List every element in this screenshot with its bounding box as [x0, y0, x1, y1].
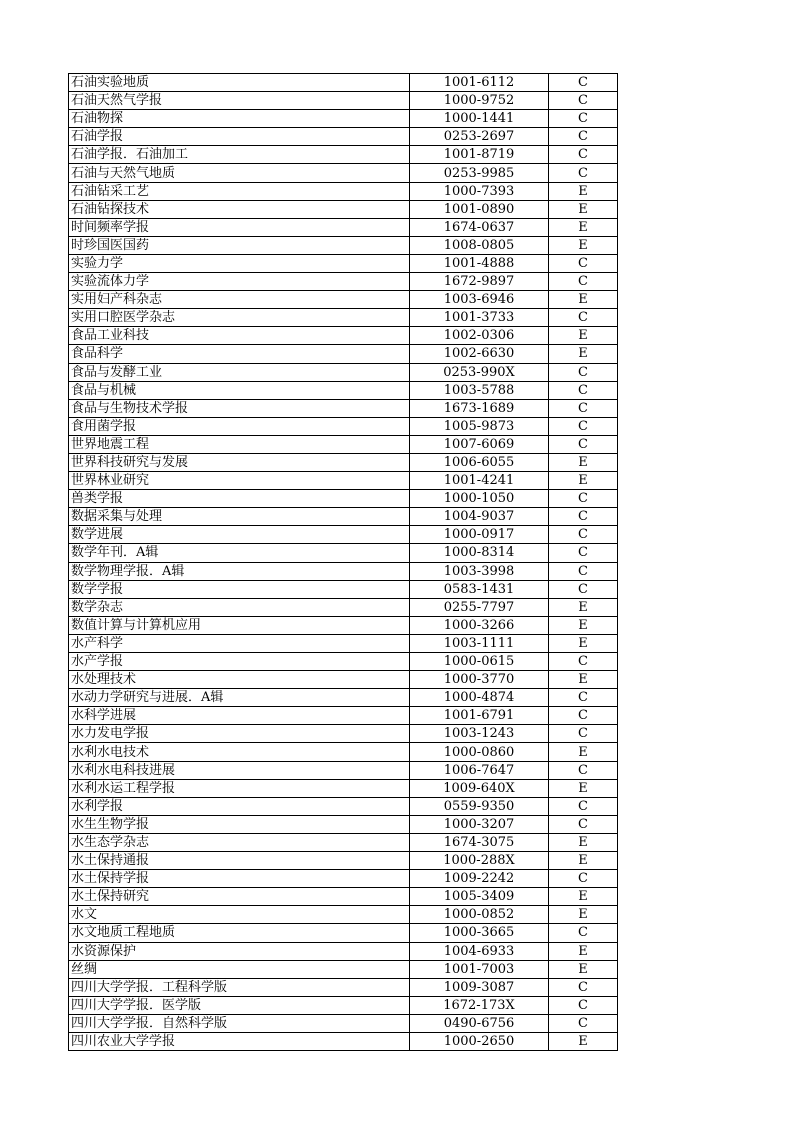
table-row: [69, 92, 618, 110]
issn-cell: 1000-2650: [410, 1032, 549, 1050]
issn-cell: 1001-8719: [410, 146, 549, 164]
journal-title-cell: 水土保持通报: [69, 852, 410, 870]
grade-cell: E: [549, 960, 618, 978]
journal-title-cell: 水产学报: [69, 653, 410, 671]
issn-cell: 1001-4888: [410, 254, 549, 272]
journal-title-cell: 水生生物学报: [69, 815, 410, 833]
journal-title-cell: 数学学报: [69, 580, 410, 598]
table-row: [69, 707, 618, 725]
journal-table-body: [69, 74, 618, 1051]
journal-title-cell: 数学物理学报．A辑: [69, 562, 410, 580]
grade-cell: E: [549, 888, 618, 906]
table-row: [69, 74, 618, 92]
table-row: [69, 924, 618, 942]
table-row: [69, 472, 618, 490]
table-row: [69, 671, 618, 689]
grade-cell: E: [549, 671, 618, 689]
grade-cell: C: [549, 815, 618, 833]
issn-cell: 1004-6933: [410, 942, 549, 960]
issn-cell: 1000-4874: [410, 689, 549, 707]
journal-title-cell: 石油学报: [69, 128, 410, 146]
issn-cell: 1001-7003: [410, 960, 549, 978]
issn-cell: 1001-0890: [410, 200, 549, 218]
journal-title-cell: 水动力学研究与进展．A辑: [69, 689, 410, 707]
journal-title-cell: 数学进展: [69, 526, 410, 544]
issn-cell: 0490-6756: [410, 1014, 549, 1032]
grade-cell: C: [549, 562, 618, 580]
grade-cell: E: [549, 833, 618, 851]
journal-title-cell: 水利水电技术: [69, 743, 410, 761]
table-row: [69, 906, 618, 924]
issn-cell: 1000-0615: [410, 653, 549, 671]
issn-cell: 1000-3207: [410, 815, 549, 833]
table-row: [69, 1014, 618, 1032]
table-row: [69, 942, 618, 960]
journal-title-cell: 兽类学报: [69, 490, 410, 508]
grade-cell: C: [549, 653, 618, 671]
grade-cell: E: [549, 779, 618, 797]
grade-cell: C: [549, 490, 618, 508]
table-row: [69, 598, 618, 616]
grade-cell: C: [549, 435, 618, 453]
grade-cell: C: [549, 381, 618, 399]
journal-title-cell: 食品科学: [69, 345, 410, 363]
table-row: [69, 417, 618, 435]
table-row: [69, 381, 618, 399]
issn-cell: 1672-173X: [410, 996, 549, 1014]
issn-cell: 0583-1431: [410, 580, 549, 598]
table-row: [69, 110, 618, 128]
issn-cell: 1000-1441: [410, 110, 549, 128]
journal-title-cell: 数学年刊．A辑: [69, 544, 410, 562]
grade-cell: E: [549, 743, 618, 761]
journal-title-cell: 实验流体力学: [69, 273, 410, 291]
table-row: [69, 960, 618, 978]
table-row: [69, 254, 618, 272]
table-row: [69, 689, 618, 707]
table-row: [69, 725, 618, 743]
issn-cell: 1002-0306: [410, 327, 549, 345]
issn-cell: 1006-7647: [410, 761, 549, 779]
table-row: [69, 490, 618, 508]
grade-cell: C: [549, 978, 618, 996]
table-row: [69, 309, 618, 327]
issn-cell: 1007-6069: [410, 435, 549, 453]
grade-cell: C: [549, 707, 618, 725]
journal-title-cell: 时珍国医国药: [69, 236, 410, 254]
grade-cell: C: [549, 110, 618, 128]
issn-cell: 0559-9350: [410, 797, 549, 815]
journal-table: [68, 73, 618, 1051]
table-row: [69, 164, 618, 182]
journal-title-cell: 水土保持研究: [69, 888, 410, 906]
table-row: [69, 345, 618, 363]
journal-title-cell: 水利水电科技进展: [69, 761, 410, 779]
journal-title-cell: 水力发电学报: [69, 725, 410, 743]
journal-title-cell: 石油实验地质: [69, 74, 410, 92]
issn-cell: 1001-3733: [410, 309, 549, 327]
journal-title-cell: 水资源保护: [69, 942, 410, 960]
table-row: [69, 580, 618, 598]
journal-title-cell: 水科学进展: [69, 707, 410, 725]
issn-cell: 1674-3075: [410, 833, 549, 851]
issn-cell: 1001-4241: [410, 472, 549, 490]
grade-cell: C: [549, 128, 618, 146]
grade-cell: E: [549, 453, 618, 471]
grade-cell: C: [549, 1014, 618, 1032]
journal-title-cell: 数值计算与计算机应用: [69, 616, 410, 634]
grade-cell: C: [549, 870, 618, 888]
table-row: [69, 327, 618, 345]
issn-cell: 1003-1111: [410, 634, 549, 652]
table-row: [69, 146, 618, 164]
journal-title-cell: 食品与机械: [69, 381, 410, 399]
journal-title-cell: 四川农业大学学报: [69, 1032, 410, 1050]
table-row: [69, 273, 618, 291]
grade-cell: C: [549, 996, 618, 1014]
journal-title-cell: 实用妇产科杂志: [69, 291, 410, 309]
journal-title-cell: 石油天然气学报: [69, 92, 410, 110]
issn-cell: 0253-990X: [410, 363, 549, 381]
journal-title-cell: 水土保持学报: [69, 870, 410, 888]
issn-cell: 1003-3998: [410, 562, 549, 580]
issn-cell: 1006-6055: [410, 453, 549, 471]
grade-cell: C: [549, 273, 618, 291]
journal-title-cell: 水处理技术: [69, 671, 410, 689]
journal-title-cell: 时间频率学报: [69, 218, 410, 236]
journal-title-cell: 水文地质工程地质: [69, 924, 410, 942]
journal-title-cell: 世界科技研究与发展: [69, 453, 410, 471]
table-row: [69, 435, 618, 453]
issn-cell: 1000-0852: [410, 906, 549, 924]
table-row: [69, 653, 618, 671]
issn-cell: 1000-0860: [410, 743, 549, 761]
table-row: [69, 508, 618, 526]
journal-title-cell: 四川大学学报．医学版: [69, 996, 410, 1014]
grade-cell: E: [549, 200, 618, 218]
journal-title-cell: 四川大学学报．工程科学版: [69, 978, 410, 996]
grade-cell: C: [549, 399, 618, 417]
table-row: [69, 128, 618, 146]
grade-cell: C: [549, 254, 618, 272]
table-row: [69, 544, 618, 562]
table-row: [69, 399, 618, 417]
table-row: [69, 453, 618, 471]
issn-cell: 1002-6630: [410, 345, 549, 363]
table-row: [69, 852, 618, 870]
journal-title-cell: 水利学报: [69, 797, 410, 815]
journal-title-cell: 食用菌学报: [69, 417, 410, 435]
issn-cell: 1004-9037: [410, 508, 549, 526]
grade-cell: E: [549, 598, 618, 616]
issn-cell: 1000-288X: [410, 852, 549, 870]
issn-cell: 1000-3665: [410, 924, 549, 942]
issn-cell: 0255-7797: [410, 598, 549, 616]
journal-title-cell: 丝绸: [69, 960, 410, 978]
journal-title-cell: 世界林业研究: [69, 472, 410, 490]
journal-title-cell: 实验力学: [69, 254, 410, 272]
issn-cell: 0253-9985: [410, 164, 549, 182]
table-row: [69, 182, 618, 200]
issn-cell: 1005-3409: [410, 888, 549, 906]
issn-cell: 0253-2697: [410, 128, 549, 146]
table-row: [69, 888, 618, 906]
issn-cell: 1000-3266: [410, 616, 549, 634]
grade-cell: C: [549, 309, 618, 327]
issn-cell: 1003-6946: [410, 291, 549, 309]
grade-cell: C: [549, 580, 618, 598]
table-row: [69, 761, 618, 779]
journal-title-cell: 世界地震工程: [69, 435, 410, 453]
journal-title-cell: 石油物探: [69, 110, 410, 128]
table-row: [69, 815, 618, 833]
issn-cell: 1000-7393: [410, 182, 549, 200]
table-row: [69, 562, 618, 580]
journal-title-cell: 数据采集与处理: [69, 508, 410, 526]
table-row: [69, 743, 618, 761]
grade-cell: E: [549, 345, 618, 363]
issn-cell: 1009-3087: [410, 978, 549, 996]
journal-title-cell: 食品工业科技: [69, 327, 410, 345]
issn-cell: 1000-1050: [410, 490, 549, 508]
grade-cell: C: [549, 797, 618, 815]
table-row: [69, 833, 618, 851]
grade-cell: E: [549, 1032, 618, 1050]
issn-cell: 1003-1243: [410, 725, 549, 743]
issn-cell: 1008-0805: [410, 236, 549, 254]
grade-cell: C: [549, 363, 618, 381]
grade-cell: C: [549, 526, 618, 544]
journal-title-cell: 食品与发酵工业: [69, 363, 410, 381]
issn-cell: 1000-0917: [410, 526, 549, 544]
table-row: [69, 526, 618, 544]
journal-title-cell: 食品与生物技术学报: [69, 399, 410, 417]
table-row: [69, 1032, 618, 1050]
journal-title-cell: 水产科学: [69, 634, 410, 652]
table-row: [69, 978, 618, 996]
grade-cell: C: [549, 92, 618, 110]
journal-title-cell: 水文: [69, 906, 410, 924]
grade-cell: C: [549, 725, 618, 743]
table-row: [69, 779, 618, 797]
table-row: [69, 291, 618, 309]
journal-title-cell: 四川大学学报．自然科学版: [69, 1014, 410, 1032]
issn-cell: 1009-2242: [410, 870, 549, 888]
journal-title-cell: 水生态学杂志: [69, 833, 410, 851]
journal-title-cell: 数学杂志: [69, 598, 410, 616]
grade-cell: C: [549, 761, 618, 779]
grade-cell: C: [549, 417, 618, 435]
issn-cell: 1000-9752: [410, 92, 549, 110]
issn-cell: 1009-640X: [410, 779, 549, 797]
grade-cell: C: [549, 146, 618, 164]
table-row: [69, 236, 618, 254]
table-row: [69, 996, 618, 1014]
grade-cell: C: [549, 164, 618, 182]
table-row: [69, 363, 618, 381]
issn-cell: 1673-1689: [410, 399, 549, 417]
journal-title-cell: 石油与天然气地质: [69, 164, 410, 182]
journal-title-cell: 石油钻探技术: [69, 200, 410, 218]
grade-cell: E: [549, 852, 618, 870]
table-row: [69, 218, 618, 236]
issn-cell: 1001-6112: [410, 74, 549, 92]
grade-cell: E: [549, 906, 618, 924]
grade-cell: E: [549, 218, 618, 236]
grade-cell: E: [549, 634, 618, 652]
issn-cell: 1000-8314: [410, 544, 549, 562]
grade-cell: E: [549, 942, 618, 960]
issn-cell: 1005-9873: [410, 417, 549, 435]
grade-cell: E: [549, 327, 618, 345]
table-row: [69, 797, 618, 815]
journal-title-cell: 石油钻采工艺: [69, 182, 410, 200]
grade-cell: C: [549, 924, 618, 942]
issn-cell: 1672-9897: [410, 273, 549, 291]
issn-cell: 1003-5788: [410, 381, 549, 399]
table-row: [69, 616, 618, 634]
grade-cell: C: [549, 508, 618, 526]
issn-cell: 1000-3770: [410, 671, 549, 689]
issn-cell: 1674-0637: [410, 218, 549, 236]
issn-cell: 1001-6791: [410, 707, 549, 725]
table-row: [69, 200, 618, 218]
table-row: [69, 634, 618, 652]
grade-cell: E: [549, 236, 618, 254]
journal-title-cell: 实用口腔医学杂志: [69, 309, 410, 327]
journal-title-cell: 石油学报．石油加工: [69, 146, 410, 164]
grade-cell: C: [549, 544, 618, 562]
journal-title-cell: 水利水运工程学报: [69, 779, 410, 797]
grade-cell: E: [549, 616, 618, 634]
grade-cell: C: [549, 74, 618, 92]
grade-cell: E: [549, 472, 618, 490]
grade-cell: E: [549, 182, 618, 200]
grade-cell: E: [549, 291, 618, 309]
table-row: [69, 870, 618, 888]
grade-cell: C: [549, 689, 618, 707]
